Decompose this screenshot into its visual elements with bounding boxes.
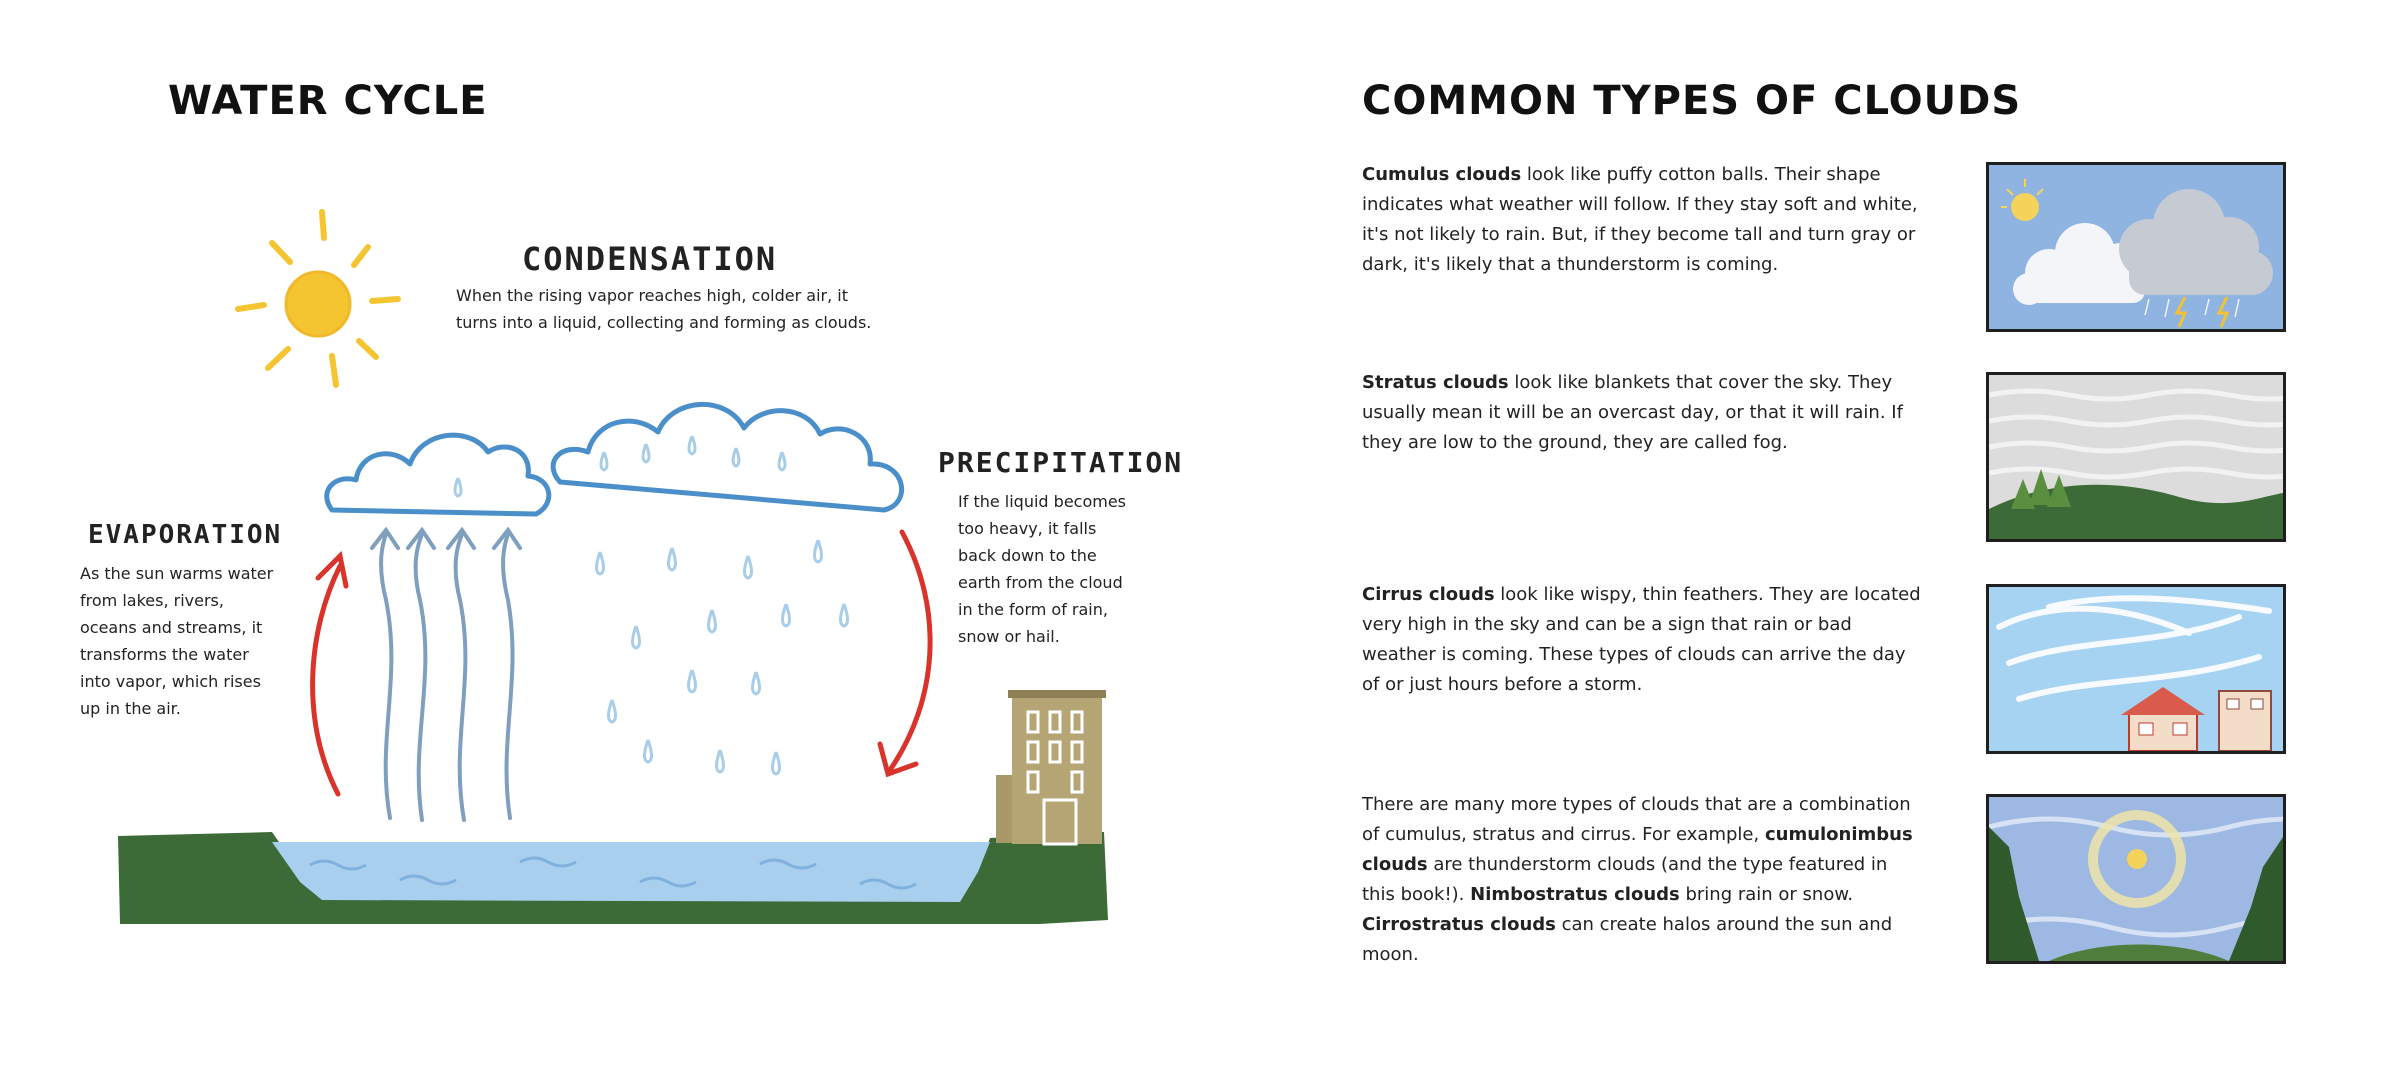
- evaporation-text: As the sun warms water from lakes, rivers, oceans and streams, it transforms the water into vapor, which rises up in the air.: [80, 564, 274, 718]
- cumulus-text: look like puffy cotton balls. Their shape indicates what weather will follow. If they stay soft and white, it's not likely to rain. But, if they become tall and turn gray or dark, it's likely that a thunderstorm is coming.: [1362, 164, 1918, 275]
- water-cycle-title: WATER CYCLE: [168, 78, 488, 124]
- precipitation-text: If the liquid becomes too heavy, it falls back down to the earth from the cloud in the form of rain, snow or hail.: [958, 492, 1127, 646]
- stratus-illustration: [1986, 372, 2286, 542]
- evaporation-heading: EVAPORATION: [88, 520, 283, 550]
- halo-illustration: [1986, 794, 2286, 964]
- cirrostratus-name: Cirrostratus clouds: [1362, 914, 1556, 935]
- cirrus-text: look like wispy, thin feathers. They are located very high in the sky and can be a sign that rain or bad weather is coming. These types of clouds can arrive the day of or just hours before a storm.: [1362, 584, 1921, 695]
- stratus-description: [1362, 368, 1922, 458]
- more-intro: There are many more types of clouds that are a combination of cumulus, stratus and cirrus. For example,: [1362, 794, 1911, 845]
- condensation-heading: CONDENSATION: [522, 240, 778, 278]
- sun-icon: [238, 212, 398, 385]
- more-clouds-description: [1362, 790, 1922, 970]
- cumulonimbus-text: are thunderstorm clouds (and the type featured in this book!).: [1362, 854, 1888, 905]
- building-icon: [996, 690, 1106, 844]
- cumulonimbus-name: cumulonimbus clouds: [1362, 824, 1913, 875]
- precipitation-heading: PRECIPITATION: [938, 446, 1184, 479]
- cloud-icon: [327, 404, 902, 514]
- lake-and-ground: [118, 832, 1108, 924]
- stratus-name: Stratus clouds: [1362, 372, 1509, 393]
- stratus-text: look like blankets that cover the sky. They usually mean it will be an overcast day, or that it will rain. If they are low to the ground, they are called fog.: [1362, 372, 1903, 453]
- sun-icon: [2011, 193, 2039, 221]
- cloud-types-title: COMMON TYPES OF CLOUDS: [1362, 78, 2022, 124]
- cirrus-name: Cirrus clouds: [1362, 584, 1495, 605]
- cirrostratus-text: can create halos around the sun and moon.: [1362, 914, 1893, 965]
- condensation-text: When the rising vapor reaches high, colder air, it turns into a liquid, collecting and forming as clouds.: [456, 286, 872, 332]
- nimbostratus-name: Nimbostratus clouds: [1470, 884, 1680, 905]
- sun-icon: [2127, 849, 2147, 869]
- cumulus-illustration: [1986, 162, 2286, 332]
- cirrus-description: [1362, 580, 1922, 700]
- cycle-arrows: [313, 532, 930, 794]
- cirrus-illustration: [1986, 584, 2286, 754]
- nimbostratus-text: bring rain or snow.: [1679, 884, 1854, 905]
- vapor-arrows: [372, 530, 520, 820]
- cumulus-description: [1362, 160, 1922, 280]
- cumulus-name: Cumulus clouds: [1362, 164, 1522, 185]
